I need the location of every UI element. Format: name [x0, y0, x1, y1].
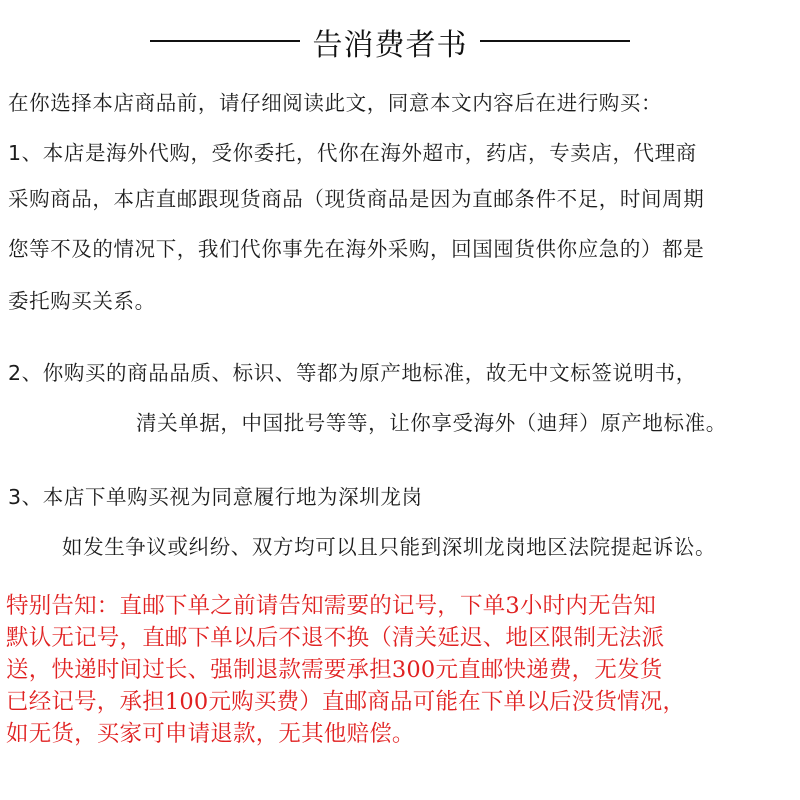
special-notice-line-5: 如无货，买家可申请退款，无其他赔偿。	[6, 721, 415, 747]
title-row	[0, 18, 800, 64]
special-notice-line-4: 已经记号，承担100元购买费）直邮商品可能在下单以后没货情况，	[6, 689, 686, 715]
clause1-line-4: 委托购买关系。	[8, 289, 156, 313]
special-notice-line-1: 特别告知：直邮下单之前请告知需要的记号，下单3小时内无告知	[6, 593, 657, 619]
page-title: 告消费者书	[312, 28, 468, 63]
clause2-line-2: 清关单据，中国批号等等，让你享受海外（迪拜）原产地标准。	[136, 411, 727, 435]
clause3-line-1: 3、本店下单购买视为同意履行地为深圳龙岗	[8, 485, 423, 509]
title-rule-right	[480, 40, 630, 42]
clause3-line-2: 如发生争议或纠纷、双方均可以且只能到深圳龙岗地区法院提起诉讼。	[62, 535, 717, 559]
special-notice-line-2: 默认无记号，直邮下单以后不退不换（清关延迟、地区限制无法派	[6, 625, 665, 651]
title-rule-left	[150, 40, 300, 42]
clause1-line-2: 采购商品，本店直邮跟现货商品（现货商品是因为直邮条件不足，时间周期	[8, 187, 705, 211]
special-notice-line-3: 送，快递时间过长、强制退款需要承担300元直邮快递费，无发货	[6, 657, 663, 683]
special-notice	[6, 590, 796, 750]
clause1-line-1: 1、本店是海外代购，受你委托，代你在海外超市，药店，专卖店，代理商	[8, 141, 697, 165]
intro-text: 在你选择本店商品前，请仔细阅读此文，同意本文内容后在进行购买：	[8, 91, 663, 115]
clause1-line-3: 您等不及的情况下，我们代你事先在海外采购，回国囤货供你应急的）都是	[8, 237, 705, 261]
clause2-line-1: 2、你购买的商品品质、标识、等都为原产地标准，故无中文标签说明书，	[8, 361, 697, 385]
